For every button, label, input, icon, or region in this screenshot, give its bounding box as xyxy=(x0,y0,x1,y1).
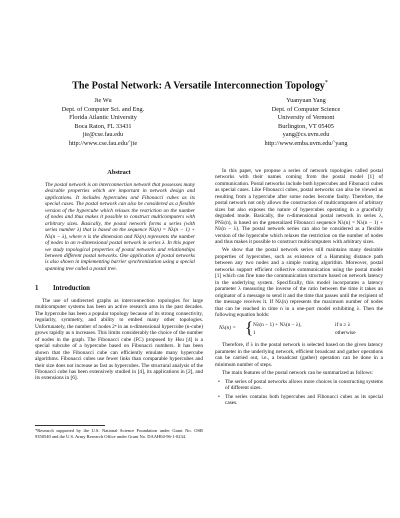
author-university: University of Vermont xyxy=(277,114,335,122)
formula-lhs: Nλ(n) = xyxy=(219,325,236,332)
author-email: yang@cs.uvm.edu xyxy=(282,131,330,139)
list-item: • The series contains both hypercubes and Fibonacci cubes as its special cases. xyxy=(215,394,383,407)
author-dept: Dept. of Computer Science xyxy=(271,105,341,113)
right-paragraph-4: The main features of the postal network can be summarized as follows: xyxy=(222,370,374,377)
recurrence-formula xyxy=(215,320,383,338)
author-email: jie@cse.fau.edu xyxy=(82,131,124,139)
author-block-2 xyxy=(221,97,391,149)
author-url: http://www.cse.fau.edu/˜jie xyxy=(68,139,138,147)
footnote: *Research supported by the U.S. National Science Foundation under Grant No. OSR 9350540 and the U.S. Army Research Office under Grant No. DAAH04-96-1-0234. xyxy=(35,428,203,439)
formula-condition-2: otherwise xyxy=(335,330,356,337)
list-item: • The series of postal networks allows more choices in constructing systems of different sizes. xyxy=(215,379,383,392)
author-name: Jie Wu xyxy=(94,97,112,104)
footnote-divider xyxy=(35,425,105,426)
intro-paragraph-1: The use of undirected graphs as interconnection topologies for large multicomputer systems has been an active research area in the past decades. The hypercube has been a popular topology because of its strong connectivity, regularity, symmetry, and ability to embed many other topologies. Unfortunately, the number of nodes 2ⁿ in an n-dimensional hypercube (n-cube) grows rapidly as n increases. This limits considerably the choice of the number of nodes in the graph. The Fibonacci cube (FC) proposed by Hsu [4] is a special subcube of a hypercube based on Fibonacci numbers. It has been shown that the Fibonacci cube can efficiently emulate many hypercube algorithms. Fibonacci cubes use fewer links than comparable hypercubes and their size does not increase as fast as hypercubes. The structural analysis of the Fibonacci cube has been extensively studied in [4], its applications in [2], and its extensions in [6]. xyxy=(35,298,203,382)
introduction-text xyxy=(35,298,203,384)
author-address: Boca Raton, FL 33431 xyxy=(74,122,132,130)
right-column xyxy=(215,168,383,409)
abstract-text: The postal network is an interconnection network that possesses many desirable properties which are important in network design and applications. It includes hypercubes and Fibonacci cubes as its special cases. The postal network can also be considered as a flexible version of the hypercube which relaxes the restriction on the number of nodes and thus makes it possible to construct multicomputers with arbitrary sizes. Basically, the postal network forms a series (with series number λ) that is based on the sequence Nλ(n) = Nλ(n − 1) + Nλ(n − λ), where n is the dimension and Nλ(n) represents the number of nodes in an n-dimensional postal network in series λ. In this paper we study topological properties of postal networks and relationships between different postal networks. One application of postal networks is also shown in implementing barrier synchronization using a special spanning tree called a postal tree. xyxy=(45,182,195,272)
right-paragraph-2: We show that the postal network series still maintains many desirable properties of hypercubes, such as existence of a Hamming distance path between any two nodes and a simple routing algorithm. Moreover, postal networks support efficient collective communication using the postal model [1] which can fine tune the communication structure based on network latency in the underlying system. Specifically, this model incorporates a latency parameter λ measuring the inverse of the ratio between the time it takes an originator of a message to send it and the time that passes until the recipient of the message receives it. If Nλ(n) represents the maximum number of nodes that can be reached in time n in a one-port model exhibiting λ. Then the following equation holds: xyxy=(215,247,383,318)
title-footnote-mark: * xyxy=(324,80,328,86)
author-block-1 xyxy=(18,97,188,149)
section-heading xyxy=(35,285,90,292)
formula-case-2: 1 xyxy=(253,330,256,337)
author-url: http://www.emba.uvm.edu/˜yang xyxy=(264,139,348,147)
section-number: 1 xyxy=(35,285,39,292)
section-title: Introduction xyxy=(53,285,90,292)
author-dept: Dept. of Computer Sci. and Eng. xyxy=(61,105,145,113)
author-university: Florida Atlantic University xyxy=(69,114,137,122)
author-address: Burlington, VT 05405 xyxy=(278,122,334,130)
title-text: The Postal Network: A Versatile Interconnection Topology xyxy=(72,80,325,92)
abstract-heading: Abstract xyxy=(107,169,131,176)
author-name: Yuanyuan Yang xyxy=(286,97,326,104)
right-paragraph-1: In this paper, we propose a series of network topologies called postal networks with their names coming from the postal model [1] of communication. Postal networks include both hypercubes and Fibonacci cubes as special cases. Like Fibonacci cubes, postal networks can also be viewed as resulting from a hypercube after some nodes become faulty. Therefore, the postal network not only allows the construction of multicomputers of arbitrary sizes but also exposes the nature of hypercubes operating in a gracefully degraded mode. Basically, the n-dimensional postal network in series λ, PNλ(n), is based on the generalized Fibonacci sequence Nλ(n) = Nλ(n − 1) + Nλ(n − λ). The postal network series can also be considered as a flexible version of the hypercube which relaxes the restriction on the number of nodes and thus makes it possible to construct multicomputers with arbitrary sizes. xyxy=(215,168,383,245)
formula-condition-1: if n ≥ λ xyxy=(335,322,351,329)
right-paragraph-3: Therefore, if λ in the postal network is selected based on the given latency parameter in the underlying network, efficient broadcast and gather operations can be carried out, i.e., a broadcast (gather) operation can be done in a minimum number of steps. xyxy=(215,342,383,368)
formula-case-1: Nλ(n − 1) + Nλ(n − λ), xyxy=(253,322,302,329)
feature-list xyxy=(215,379,383,407)
paper-title xyxy=(0,80,400,91)
formula-brace: { xyxy=(245,318,254,338)
